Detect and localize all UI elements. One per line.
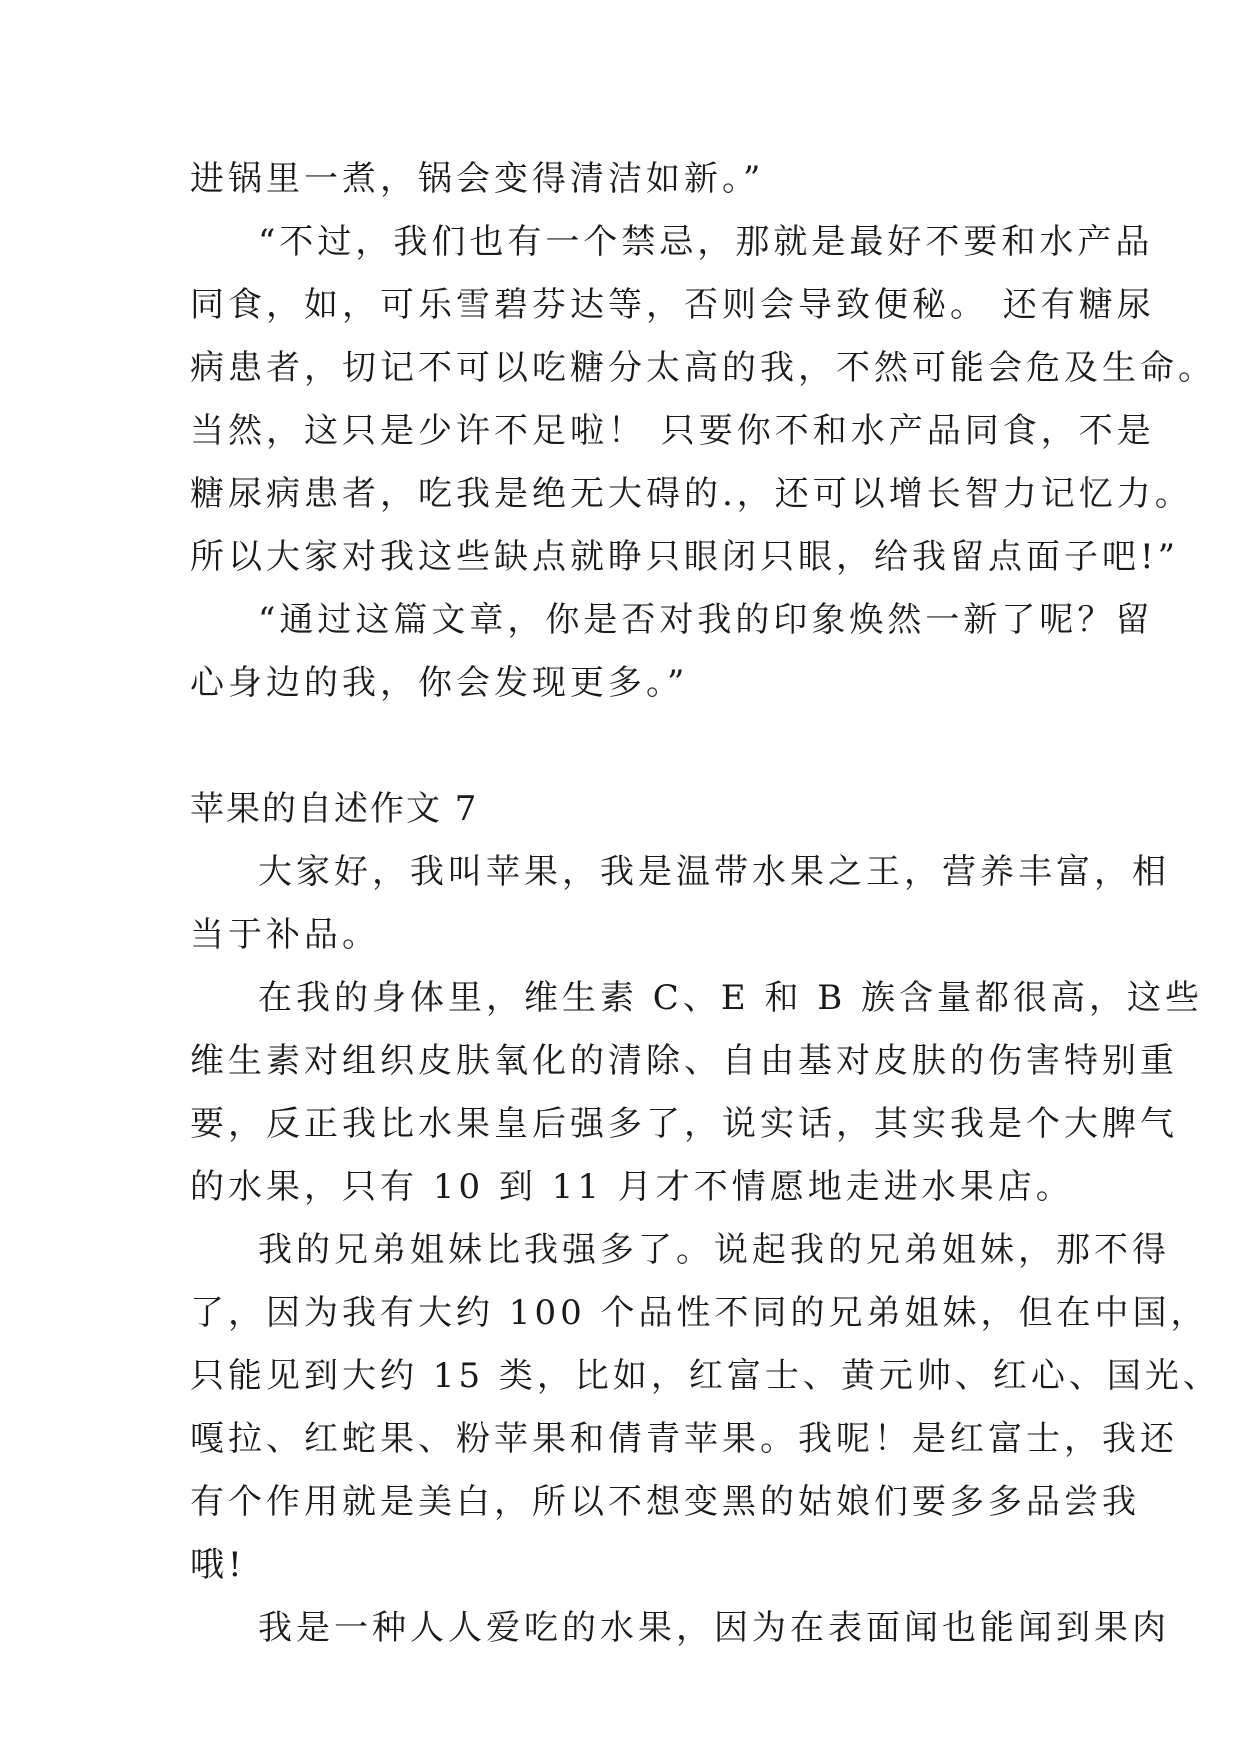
paragraph-line: 病患者，切记不可以吃糖分太高的我，不然可能会危及生命。 [190,348,1216,388]
paragraph-line: 嘎拉、红蛇果、粉苹果和倩青苹果。我呢！是红富士，我还 [190,1419,1178,1459]
paragraph-line: 心身边的我，你会发现更多。” [190,663,689,703]
paragraph-line: 糖尿病患者，吃我是绝无大碍的.，还可以增长智力记忆力。 [190,474,1193,514]
paragraph-line: 的水果，只有 10 到 11 月才不情愿地走进水果店。 [190,1167,1074,1207]
paragraph-line: 哦! [190,1545,246,1585]
paragraph-line: 有个作用就是美白，所以不想变黑的姑娘们要多多品尝我 [190,1482,1140,1522]
paragraph-line: 在我的身体里，维生素 C、E 和 B 族含量都很高，这些 [258,978,1204,1018]
paragraph-line: 只能见到大约 15 类，比如，红富士、黄元帅、红心、国光、 [190,1356,1221,1396]
paragraph-line: 要，反正我比水果皇后强多了，说实话，其实我是个大脾气 [190,1104,1178,1144]
paragraph-line: 进锅里一煮，锅会变得清洁如新。” [190,159,765,199]
paragraph-line: 当然，这只是少许不足啦！ 只要你不和水产品同食，不是 [190,411,1155,451]
paragraph-line: “不过，我们也有一个禁忌，那就是最好不要和水产品 [258,222,1154,262]
section-spacer [190,715,1070,778]
paragraph-line: 我的兄弟姐妹比我强多了。说起我的兄弟姐妹，那不得 [258,1230,1170,1270]
section-title: 苹果的自述作文 7 [190,789,479,829]
paragraph-line: 同食，如，可乐雪碧芬达等，否则会导致便秘。 还有糖尿 [190,285,1155,325]
paragraph-line: 我是一种人人爱吃的水果，因为在表面闻也能闻到果肉 [258,1608,1170,1648]
paragraph-line: 所以大家对我这些缺点就睁只眼闭只眼，给我留点面子吧!” [190,537,1180,577]
paragraph-line: 了，因为我有大约 100 个品性不同的兄弟姐妹，但在中国， [190,1293,1209,1333]
paragraph-line: 当于补品。 [190,915,380,955]
document-body [190,148,1221,1660]
paragraph-line: “通过这篇文章，你是否对我的印象焕然一新了呢？留 [258,600,1154,640]
paragraph-line: 维生素对组织皮肤氧化的清除、自由基对皮肤的伤害特别重 [190,1041,1178,1081]
paragraph-line: 大家好，我叫苹果，我是温带水果之王，营养丰富，相 [258,852,1170,892]
